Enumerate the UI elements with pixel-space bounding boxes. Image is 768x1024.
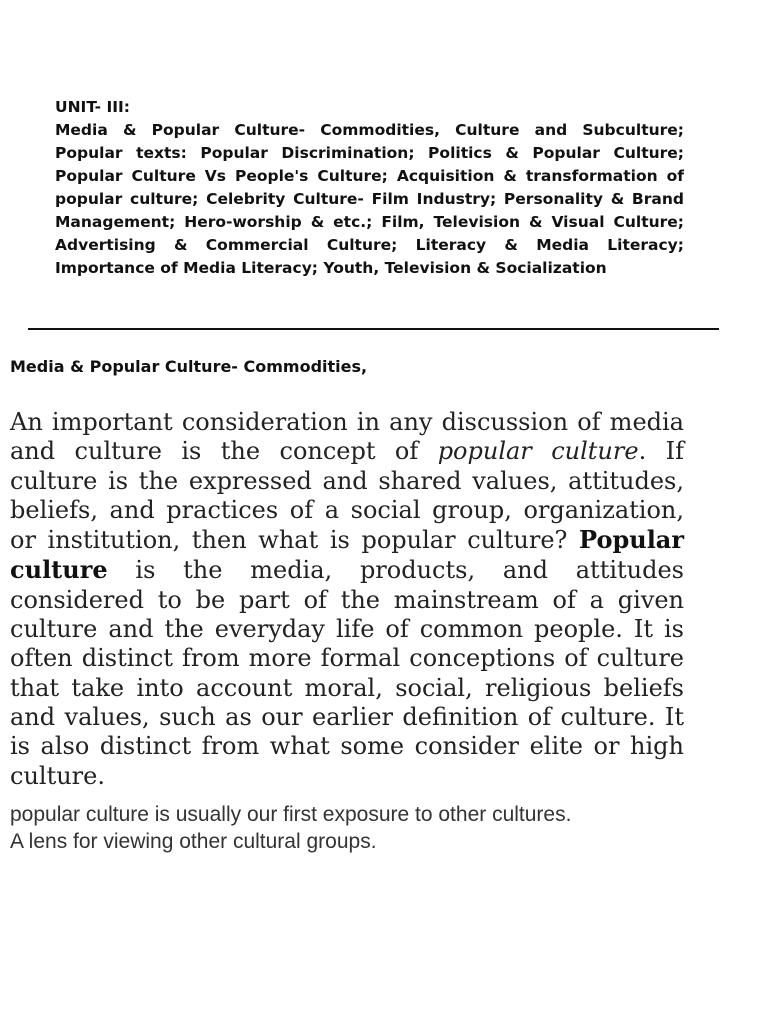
note-paragraph [10, 801, 684, 855]
unit-outline [55, 96, 684, 280]
paragraph-text-part1: An important consideration in any discussion of media and culture is the concept of [10, 408, 684, 466]
note-line-1: popular culture is usually our first exposure to other cultures. [10, 803, 572, 826]
body-paragraph [10, 408, 684, 791]
unit-topics: Media & Popular Culture- Commodities, Culture and Subculture; Popular texts: Popular Discrimination; Politics & Popular Culture; Popular Culture Vs People's Culture; Acquisition & transformation of popular culture; Celebrity Culture- Film Industry; Personality & Brand Management; Hero-worship & etc.; Film, Television & Visual Culture; Advertising & Commercial Culture; Literacy & Media Literacy; Importance of Media Literacy; Youth, Television & Socialization [55, 121, 684, 277]
note-line-2: A lens for viewing other cultural groups. [10, 830, 377, 853]
unit-heading: UNIT- III: [55, 98, 130, 116]
section-heading: Media & Popular Culture- Commodities, [10, 357, 368, 376]
paragraph-text-part2: . If culture is the expressed and shared values, attitudes, beliefs, and practices of a social group, organization, or institution, then what is popular culture? [10, 437, 684, 555]
bold-term: Popular culture [10, 525, 684, 585]
horizontal-divider [28, 328, 719, 330]
italic-term: popular culture [437, 437, 639, 466]
paragraph-text-part3: is the media, products, and attitudes considered to be part of the mainstream of a given culture and the everyday life of common people. It is often distinct from more formal conceptions of culture that take into account moral, social, religious beliefs and values, such as our earlier definition of culture. It is also distinct from what some consider elite or high culture. [10, 556, 684, 790]
